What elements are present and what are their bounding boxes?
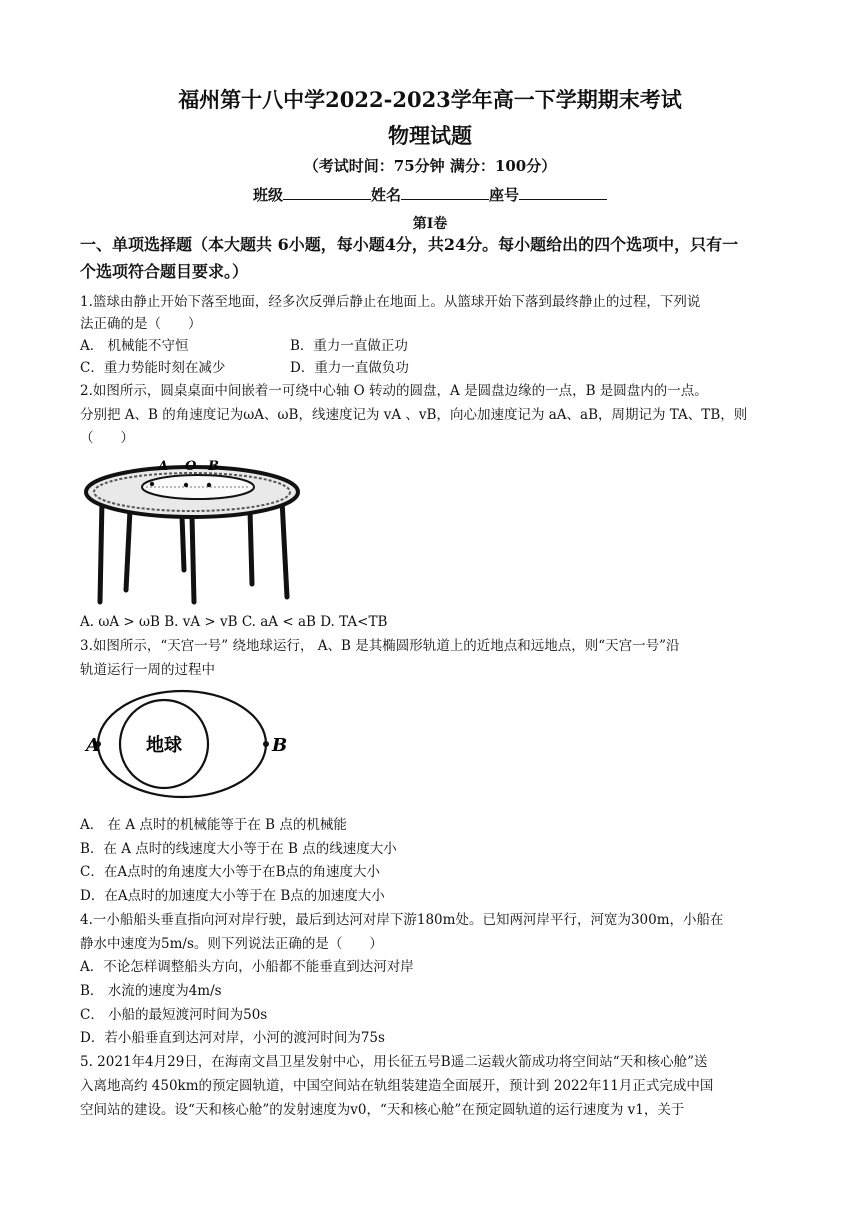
- orbit-label-b: B: [272, 735, 288, 756]
- q5-stem-line2: 入离地高约 450km的预定圆轨道，中国空间站在轨组装建造全面展开，预计到 2022年11月正式完成中国: [80, 1078, 714, 1094]
- student-info-row: [0, 184, 860, 205]
- q2-stem-line2: 分别把 A、B 的角速度记为ωA、ωB，线速度记为 vA 、vB，向心加速度记为 aA、aB，周期记为 TA、TB，则: [80, 407, 748, 423]
- q4-option-b: B． 水流的速度为4m/s: [80, 983, 222, 999]
- q5-stem-line3: 空间站的建设。设“天和核心舱”的发射速度为v0，“天和核心舱”在预定圆轨道的运行速度为 v1，关于: [80, 1102, 685, 1118]
- q4-option-c: C． 小船的最短渡河时间为50s: [80, 1007, 268, 1023]
- q5-stem-line1: 5. 2021年4月29日，在海南文昌卫星发射中心，用长征五号B遥二运载火箭成功将空间站“天和核心舱”送: [80, 1054, 708, 1070]
- q2-options: A. ωA > ωB B. vA > vB C. aA < aB D. TA<TB: [80, 614, 388, 630]
- q1-stem-line2: 法正确的是（ ）: [80, 316, 202, 332]
- q3-stem-line2: 轨道运行一周的过程中: [80, 662, 215, 678]
- q1-stem-line1: 1.篮球由静止开始下落至地面，经多次反弹后静止在地面上。从篮球开始下落到最终静止的过程，下列说: [80, 294, 701, 310]
- name-blank: [401, 185, 489, 200]
- name-label: 姓名: [370, 186, 401, 204]
- exam-subject: 物理试题: [388, 123, 472, 148]
- q1-option-c: C．重力势能时刻在减少: [80, 360, 226, 376]
- q3-option-a: A． 在 A 点时的机械能等于在 B 点的机械能: [80, 817, 347, 833]
- exam-title: 福州第十八中学2022-2023学年高一下学期期末考试: [178, 87, 682, 112]
- q4-option-d: D．若小船垂直到达河对岸，小河的渡河时间为75s: [80, 1030, 385, 1046]
- q4-stem-line2: 静水中速度为5m/s。则下列说法正确的是（ ）: [80, 936, 383, 952]
- table-label-o: O: [185, 459, 197, 474]
- volume-heading: 第I卷: [412, 216, 448, 232]
- q3-stem-line1: 3.如图所示，“天宫一号” 绕地球运行， A、B 是其椭圆形轨道上的近地点和远地点，则“天宫一号”沿: [80, 638, 680, 654]
- table-label-b: B: [208, 459, 219, 474]
- class-label: 班级: [252, 186, 283, 204]
- q1-option-d: D．重力一直做负功: [290, 360, 409, 376]
- q1-option-a: A． 机械能不守恒: [80, 338, 189, 354]
- q2-stem-line3: （ ）: [80, 430, 134, 446]
- q1-option-b: B．重力一直做正功: [290, 338, 408, 354]
- section-heading-line1: 一、单项选择题（本大题共 6小题，每小题4分，共24分。每小题给出的四个选项中，只有一: [80, 235, 739, 254]
- q4-stem-line1: 4.一小船船头垂直指向河对岸行驶，最后到达河对岸下游180m处。已知两河岸平行，河宽为300m，小船在: [80, 912, 724, 928]
- seat-blank: [519, 185, 607, 200]
- q3-option-d: D．在A点时的加速度大小等于在 B点的加速度大小: [80, 888, 385, 904]
- q3-option-b: B．在 A 点时的线速度大小等于在 B 点的线速度大小: [80, 841, 397, 857]
- table-label-a: A: [158, 459, 169, 474]
- q2-stem-line1: 2.如图所示，圆桌桌面中间嵌着一可绕中心轴 O 转动的圆盘，A 是圆盘边缘的一点，B 是圆盘内的一点。: [80, 383, 708, 399]
- section-heading-line2: 个选项符合题目要求。）: [80, 262, 249, 281]
- orbit-figure: [84, 686, 296, 804]
- q4-option-a: A．不论怎样调整船头方向，小船都不能垂直到达河对岸: [80, 959, 414, 975]
- class-blank: [283, 185, 371, 200]
- q3-option-c: C．在A点时的角速度大小等于在B点的角速度大小: [80, 864, 380, 880]
- earth-label: 地球: [146, 735, 182, 756]
- exam-info: （考试时间：75分钟 满分：100分）: [303, 157, 557, 175]
- round-table-figure: [82, 452, 302, 608]
- orbit-label-a: A: [86, 735, 100, 756]
- seat-label: 座号: [489, 186, 520, 204]
